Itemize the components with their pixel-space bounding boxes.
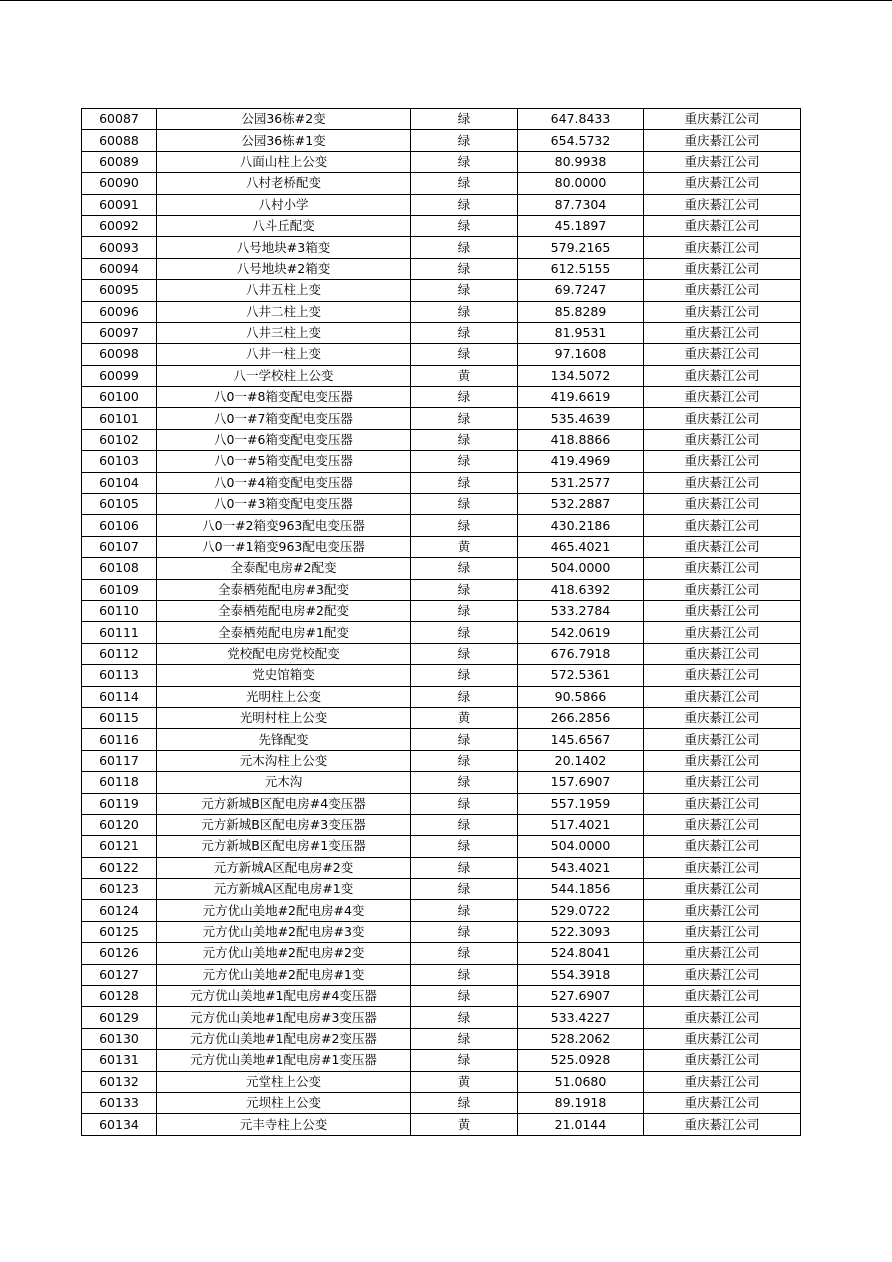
- value-cell: 90.5866: [518, 686, 644, 707]
- company-cell: 重庆綦江公司: [644, 622, 801, 643]
- company-cell: 重庆綦江公司: [644, 130, 801, 151]
- page-top-rule: [0, 0, 892, 1]
- status-cell: 绿: [411, 879, 518, 900]
- id-cell: 60102: [82, 429, 157, 450]
- value-cell: 676.7918: [518, 643, 644, 664]
- value-cell: 418.6392: [518, 579, 644, 600]
- id-cell: 60124: [82, 900, 157, 921]
- value-cell: 531.2577: [518, 472, 644, 493]
- status-cell: 绿: [411, 494, 518, 515]
- company-cell: 重庆綦江公司: [644, 921, 801, 942]
- status-cell: 绿: [411, 686, 518, 707]
- table-row: [82, 772, 801, 793]
- status-cell: 绿: [411, 258, 518, 279]
- table-row: [82, 536, 801, 557]
- status-cell: 绿: [411, 579, 518, 600]
- table-row: [82, 1071, 801, 1092]
- table-row: [82, 429, 801, 450]
- company-cell: 重庆綦江公司: [644, 814, 801, 835]
- id-cell: 60123: [82, 879, 157, 900]
- value-cell: 535.4639: [518, 408, 644, 429]
- company-cell: 重庆綦江公司: [644, 1028, 801, 1049]
- name-cell: 八号地块#3箱变: [157, 237, 411, 258]
- table-row: [82, 130, 801, 151]
- id-cell: 60126: [82, 943, 157, 964]
- id-cell: 60121: [82, 836, 157, 857]
- company-cell: 重庆綦江公司: [644, 515, 801, 536]
- company-cell: 重庆綦江公司: [644, 772, 801, 793]
- table-row: [82, 515, 801, 536]
- value-cell: 529.0722: [518, 900, 644, 921]
- name-cell: 元丰寺柱上公变: [157, 1114, 411, 1135]
- name-cell: 八0一#7箱变配电变压器: [157, 408, 411, 429]
- value-cell: 504.0000: [518, 836, 644, 857]
- value-cell: 554.3918: [518, 964, 644, 985]
- status-cell: 绿: [411, 921, 518, 942]
- name-cell: 八面山柱上公变: [157, 151, 411, 172]
- status-cell: 绿: [411, 451, 518, 472]
- company-cell: 重庆綦江公司: [644, 857, 801, 878]
- id-cell: 60097: [82, 322, 157, 343]
- value-cell: 21.0144: [518, 1114, 644, 1135]
- status-cell: 绿: [411, 194, 518, 215]
- id-cell: 60132: [82, 1071, 157, 1092]
- status-cell: 绿: [411, 772, 518, 793]
- status-cell: 绿: [411, 857, 518, 878]
- status-cell: 绿: [411, 280, 518, 301]
- status-cell: 绿: [411, 1007, 518, 1028]
- table-row: [82, 836, 801, 857]
- company-cell: 重庆綦江公司: [644, 536, 801, 557]
- name-cell: 元方优山美地#2配电房#2变: [157, 943, 411, 964]
- status-cell: 绿: [411, 322, 518, 343]
- id-cell: 60087: [82, 109, 157, 130]
- name-cell: 党史馆箱变: [157, 665, 411, 686]
- status-cell: 绿: [411, 600, 518, 621]
- id-cell: 60116: [82, 729, 157, 750]
- status-cell: 绿: [411, 900, 518, 921]
- table-row: [82, 622, 801, 643]
- value-cell: 465.4021: [518, 536, 644, 557]
- status-cell: 绿: [411, 429, 518, 450]
- status-cell: 绿: [411, 643, 518, 664]
- value-cell: 89.1918: [518, 1092, 644, 1113]
- name-cell: 元方优山美地#1配电房#3变压器: [157, 1007, 411, 1028]
- company-cell: 重庆綦江公司: [644, 387, 801, 408]
- company-cell: 重庆綦江公司: [644, 558, 801, 579]
- id-cell: 60110: [82, 600, 157, 621]
- name-cell: 元木沟柱上公变: [157, 750, 411, 771]
- name-cell: 元坝柱上公变: [157, 1092, 411, 1113]
- table-row: [82, 793, 801, 814]
- value-cell: 69.7247: [518, 280, 644, 301]
- company-cell: 重庆綦江公司: [644, 964, 801, 985]
- name-cell: 元方新城B区配电房#1变压器: [157, 836, 411, 857]
- name-cell: 光明柱上公变: [157, 686, 411, 707]
- name-cell: 元方新城A区配电房#2变: [157, 857, 411, 878]
- status-cell: 绿: [411, 750, 518, 771]
- value-cell: 145.6567: [518, 729, 644, 750]
- company-cell: 重庆綦江公司: [644, 494, 801, 515]
- table-row: [82, 665, 801, 686]
- status-cell: 绿: [411, 836, 518, 857]
- value-cell: 504.0000: [518, 558, 644, 579]
- id-cell: 60125: [82, 921, 157, 942]
- company-cell: 重庆綦江公司: [644, 707, 801, 728]
- status-cell: 绿: [411, 665, 518, 686]
- name-cell: 八井三柱上变: [157, 322, 411, 343]
- table-row: [82, 322, 801, 343]
- table-row: [82, 151, 801, 172]
- company-cell: 重庆綦江公司: [644, 472, 801, 493]
- table-row: [82, 109, 801, 130]
- company-cell: 重庆綦江公司: [644, 109, 801, 130]
- table-row: [82, 814, 801, 835]
- id-cell: 60105: [82, 494, 157, 515]
- value-cell: 418.8866: [518, 429, 644, 450]
- value-cell: 544.1856: [518, 879, 644, 900]
- status-cell: 绿: [411, 1028, 518, 1049]
- status-cell: 黄: [411, 1114, 518, 1135]
- id-cell: 60119: [82, 793, 157, 814]
- table-row: [82, 900, 801, 921]
- id-cell: 60129: [82, 1007, 157, 1028]
- value-cell: 647.8433: [518, 109, 644, 130]
- id-cell: 60092: [82, 215, 157, 236]
- value-cell: 266.2856: [518, 707, 644, 728]
- table-row: [82, 857, 801, 878]
- company-cell: 重庆綦江公司: [644, 151, 801, 172]
- table-row: [82, 1114, 801, 1135]
- name-cell: 党校配电房党校配变: [157, 643, 411, 664]
- value-cell: 533.4227: [518, 1007, 644, 1028]
- status-cell: 黄: [411, 1071, 518, 1092]
- id-cell: 60091: [82, 194, 157, 215]
- id-cell: 60104: [82, 472, 157, 493]
- id-cell: 60120: [82, 814, 157, 835]
- status-cell: 绿: [411, 814, 518, 835]
- table-row: [82, 1007, 801, 1028]
- company-cell: 重庆綦江公司: [644, 280, 801, 301]
- value-cell: 524.8041: [518, 943, 644, 964]
- value-cell: 525.0928: [518, 1050, 644, 1071]
- status-cell: 绿: [411, 408, 518, 429]
- status-cell: 绿: [411, 130, 518, 151]
- table-row: [82, 472, 801, 493]
- table-row: [82, 237, 801, 258]
- name-cell: 元方优山美地#1配电房#4变压器: [157, 986, 411, 1007]
- value-cell: 87.7304: [518, 194, 644, 215]
- name-cell: 八0一#3箱变配电变压器: [157, 494, 411, 515]
- status-cell: 黄: [411, 365, 518, 386]
- table-row: [82, 365, 801, 386]
- name-cell: 全泰配电房#2配变: [157, 558, 411, 579]
- id-cell: 60096: [82, 301, 157, 322]
- company-cell: 重庆綦江公司: [644, 1114, 801, 1135]
- table-row: [82, 558, 801, 579]
- status-cell: 绿: [411, 151, 518, 172]
- value-cell: 557.1959: [518, 793, 644, 814]
- id-cell: 60127: [82, 964, 157, 985]
- company-cell: 重庆綦江公司: [644, 1007, 801, 1028]
- status-cell: 绿: [411, 215, 518, 236]
- id-cell: 60094: [82, 258, 157, 279]
- value-cell: 527.6907: [518, 986, 644, 1007]
- value-cell: 430.2186: [518, 515, 644, 536]
- table-row: [82, 301, 801, 322]
- company-cell: 重庆綦江公司: [644, 600, 801, 621]
- company-cell: 重庆綦江公司: [644, 900, 801, 921]
- status-cell: 绿: [411, 622, 518, 643]
- table-row: [82, 494, 801, 515]
- table-row: [82, 451, 801, 472]
- value-cell: 45.1897: [518, 215, 644, 236]
- id-cell: 60108: [82, 558, 157, 579]
- status-cell: 绿: [411, 558, 518, 579]
- table-row: [82, 280, 801, 301]
- status-cell: 绿: [411, 986, 518, 1007]
- id-cell: 60093: [82, 237, 157, 258]
- name-cell: 八村小学: [157, 194, 411, 215]
- name-cell: 八村老桥配变: [157, 173, 411, 194]
- status-cell: 绿: [411, 109, 518, 130]
- status-cell: 绿: [411, 729, 518, 750]
- company-cell: 重庆綦江公司: [644, 258, 801, 279]
- name-cell: 元方优山美地#2配电房#3变: [157, 921, 411, 942]
- table-row: [82, 707, 801, 728]
- status-cell: 绿: [411, 301, 518, 322]
- name-cell: 元方优山美地#2配电房#1变: [157, 964, 411, 985]
- company-cell: 重庆綦江公司: [644, 451, 801, 472]
- table-row: [82, 879, 801, 900]
- company-cell: 重庆綦江公司: [644, 643, 801, 664]
- name-cell: 八号地块#2箱变: [157, 258, 411, 279]
- company-cell: 重庆綦江公司: [644, 750, 801, 771]
- value-cell: 542.0619: [518, 622, 644, 643]
- name-cell: 元方优山美地#1配电房#1变压器: [157, 1050, 411, 1071]
- status-cell: 黄: [411, 707, 518, 728]
- name-cell: 全泰栖苑配电房#2配变: [157, 600, 411, 621]
- name-cell: 元方优山美地#1配电房#2变压器: [157, 1028, 411, 1049]
- id-cell: 60131: [82, 1050, 157, 1071]
- id-cell: 60117: [82, 750, 157, 771]
- status-cell: 绿: [411, 387, 518, 408]
- name-cell: 全泰栖苑配电房#3配变: [157, 579, 411, 600]
- id-cell: 60089: [82, 151, 157, 172]
- value-cell: 80.9938: [518, 151, 644, 172]
- status-cell: 绿: [411, 344, 518, 365]
- name-cell: 光明村柱上公变: [157, 707, 411, 728]
- id-cell: 60133: [82, 1092, 157, 1113]
- table-row: [82, 943, 801, 964]
- id-cell: 60100: [82, 387, 157, 408]
- company-cell: 重庆綦江公司: [644, 301, 801, 322]
- table-row: [82, 750, 801, 771]
- name-cell: 八0一#6箱变配电变压器: [157, 429, 411, 450]
- name-cell: 八0一#4箱变配电变压器: [157, 472, 411, 493]
- id-cell: 60101: [82, 408, 157, 429]
- status-cell: 绿: [411, 793, 518, 814]
- value-cell: 543.4021: [518, 857, 644, 878]
- table-row: [82, 921, 801, 942]
- company-cell: 重庆綦江公司: [644, 1071, 801, 1092]
- company-cell: 重庆綦江公司: [644, 1050, 801, 1071]
- table-row: [82, 686, 801, 707]
- table-row: [82, 1050, 801, 1071]
- table-row: [82, 1092, 801, 1113]
- company-cell: 重庆綦江公司: [644, 237, 801, 258]
- company-cell: 重庆綦江公司: [644, 986, 801, 1007]
- value-cell: 97.1608: [518, 344, 644, 365]
- name-cell: 八斗丘配变: [157, 215, 411, 236]
- company-cell: 重庆綦江公司: [644, 729, 801, 750]
- status-cell: 绿: [411, 1050, 518, 1071]
- name-cell: 公园36栋#2变: [157, 109, 411, 130]
- status-cell: 绿: [411, 472, 518, 493]
- company-cell: 重庆綦江公司: [644, 1092, 801, 1113]
- name-cell: 元木沟: [157, 772, 411, 793]
- id-cell: 60118: [82, 772, 157, 793]
- company-cell: 重庆綦江公司: [644, 173, 801, 194]
- value-cell: 134.5072: [518, 365, 644, 386]
- value-cell: 579.2165: [518, 237, 644, 258]
- value-cell: 80.0000: [518, 173, 644, 194]
- id-cell: 60134: [82, 1114, 157, 1135]
- value-cell: 654.5732: [518, 130, 644, 151]
- table-row: [82, 408, 801, 429]
- value-cell: 51.0680: [518, 1071, 644, 1092]
- status-cell: 黄: [411, 536, 518, 557]
- value-cell: 157.6907: [518, 772, 644, 793]
- company-cell: 重庆綦江公司: [644, 429, 801, 450]
- table-row: [82, 258, 801, 279]
- company-cell: 重庆綦江公司: [644, 836, 801, 857]
- company-cell: 重庆綦江公司: [644, 793, 801, 814]
- table-body: [82, 109, 801, 1136]
- name-cell: 八一学校柱上公变: [157, 365, 411, 386]
- value-cell: 419.4969: [518, 451, 644, 472]
- table-row: [82, 579, 801, 600]
- name-cell: 元堂柱上公变: [157, 1071, 411, 1092]
- id-cell: 60095: [82, 280, 157, 301]
- value-cell: 419.6619: [518, 387, 644, 408]
- id-cell: 60112: [82, 643, 157, 664]
- name-cell: 先锋配变: [157, 729, 411, 750]
- value-cell: 572.5361: [518, 665, 644, 686]
- name-cell: 全泰栖苑配电房#1配变: [157, 622, 411, 643]
- id-cell: 60098: [82, 344, 157, 365]
- name-cell: 元方新城B区配电房#3变压器: [157, 814, 411, 835]
- id-cell: 60088: [82, 130, 157, 151]
- table-row: [82, 215, 801, 236]
- id-cell: 60107: [82, 536, 157, 557]
- company-cell: 重庆綦江公司: [644, 686, 801, 707]
- company-cell: 重庆綦江公司: [644, 344, 801, 365]
- id-cell: 60130: [82, 1028, 157, 1049]
- id-cell: 60103: [82, 451, 157, 472]
- table-row: [82, 986, 801, 1007]
- company-cell: 重庆綦江公司: [644, 322, 801, 343]
- table-row: [82, 964, 801, 985]
- table-row: [82, 173, 801, 194]
- value-cell: 532.2887: [518, 494, 644, 515]
- company-cell: 重庆綦江公司: [644, 943, 801, 964]
- id-cell: 60114: [82, 686, 157, 707]
- table-row: [82, 600, 801, 621]
- company-cell: 重庆綦江公司: [644, 408, 801, 429]
- table-row: [82, 729, 801, 750]
- id-cell: 60128: [82, 986, 157, 1007]
- name-cell: 八井二柱上变: [157, 301, 411, 322]
- table-row: [82, 643, 801, 664]
- status-cell: 绿: [411, 1092, 518, 1113]
- name-cell: 公园36栋#1变: [157, 130, 411, 151]
- data-table: [81, 108, 801, 1136]
- id-cell: 60099: [82, 365, 157, 386]
- value-cell: 522.3093: [518, 921, 644, 942]
- table-row: [82, 194, 801, 215]
- status-cell: 绿: [411, 964, 518, 985]
- status-cell: 绿: [411, 173, 518, 194]
- name-cell: 八井五柱上变: [157, 280, 411, 301]
- name-cell: 八井一柱上变: [157, 344, 411, 365]
- company-cell: 重庆綦江公司: [644, 579, 801, 600]
- id-cell: 60090: [82, 173, 157, 194]
- status-cell: 绿: [411, 237, 518, 258]
- table-row: [82, 387, 801, 408]
- value-cell: 528.2062: [518, 1028, 644, 1049]
- id-cell: 60109: [82, 579, 157, 600]
- id-cell: 60122: [82, 857, 157, 878]
- table-row: [82, 1028, 801, 1049]
- id-cell: 60106: [82, 515, 157, 536]
- table-row: [82, 344, 801, 365]
- name-cell: 八0一#5箱变配电变压器: [157, 451, 411, 472]
- company-cell: 重庆綦江公司: [644, 665, 801, 686]
- value-cell: 612.5155: [518, 258, 644, 279]
- company-cell: 重庆綦江公司: [644, 215, 801, 236]
- name-cell: 八0一#2箱变963配电变压器: [157, 515, 411, 536]
- status-cell: 绿: [411, 515, 518, 536]
- id-cell: 60111: [82, 622, 157, 643]
- id-cell: 60115: [82, 707, 157, 728]
- name-cell: 八0一#1箱变963配电变压器: [157, 536, 411, 557]
- name-cell: 元方新城B区配电房#4变压器: [157, 793, 411, 814]
- id-cell: 60113: [82, 665, 157, 686]
- status-cell: 绿: [411, 943, 518, 964]
- name-cell: 八0一#8箱变配电变压器: [157, 387, 411, 408]
- company-cell: 重庆綦江公司: [644, 365, 801, 386]
- name-cell: 元方优山美地#2配电房#4变: [157, 900, 411, 921]
- company-cell: 重庆綦江公司: [644, 879, 801, 900]
- value-cell: 517.4021: [518, 814, 644, 835]
- value-cell: 533.2784: [518, 600, 644, 621]
- name-cell: 元方新城A区配电房#1变: [157, 879, 411, 900]
- company-cell: 重庆綦江公司: [644, 194, 801, 215]
- value-cell: 85.8289: [518, 301, 644, 322]
- value-cell: 81.9531: [518, 322, 644, 343]
- value-cell: 20.1402: [518, 750, 644, 771]
